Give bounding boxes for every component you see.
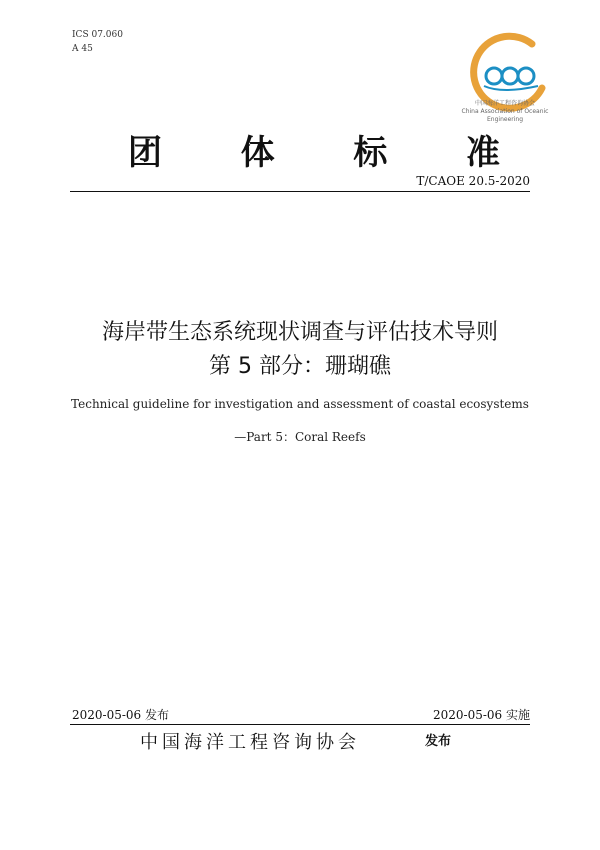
ics-code: ICS 07.060 — [72, 30, 123, 40]
heading-char: 准 — [465, 133, 500, 173]
standard-number: T/CAOE 20.5-2020 — [416, 174, 530, 188]
publish-date: 2020-05-06 发布 — [72, 708, 170, 722]
title-cn-line1: 海岸带生态系统现状调查与评估技术导则 — [101, 320, 498, 345]
logo-caption — [450, 100, 560, 124]
issuer-suffix: 发布 — [425, 734, 452, 749]
bottom-divider — [70, 724, 530, 725]
implement-date: 2020-05-06 实施 — [432, 708, 530, 722]
heading-char: 体 — [240, 133, 275, 173]
standard-type-heading — [128, 125, 500, 174]
logo-org-name-cn: 中国海洋工程咨询协会 — [474, 100, 535, 107]
ccs-code: A 45 — [72, 44, 93, 54]
top-divider — [70, 191, 530, 192]
title-en-line1: Technical guideline for investigation and assessment of coastal ecosystems — [71, 397, 529, 411]
title-cn-line2: 第 5 部分：珊瑚礁 — [209, 354, 391, 379]
title-en-line2: —Part 5：Coral Reefs — [234, 430, 366, 444]
heading-char: 团 — [128, 133, 162, 173]
issuer-name: 中国海洋工程咨询协会 — [140, 732, 360, 753]
heading-char: 标 — [353, 133, 388, 173]
logo-org-name-en: China Association of Oceanic Engineering — [461, 108, 549, 123]
